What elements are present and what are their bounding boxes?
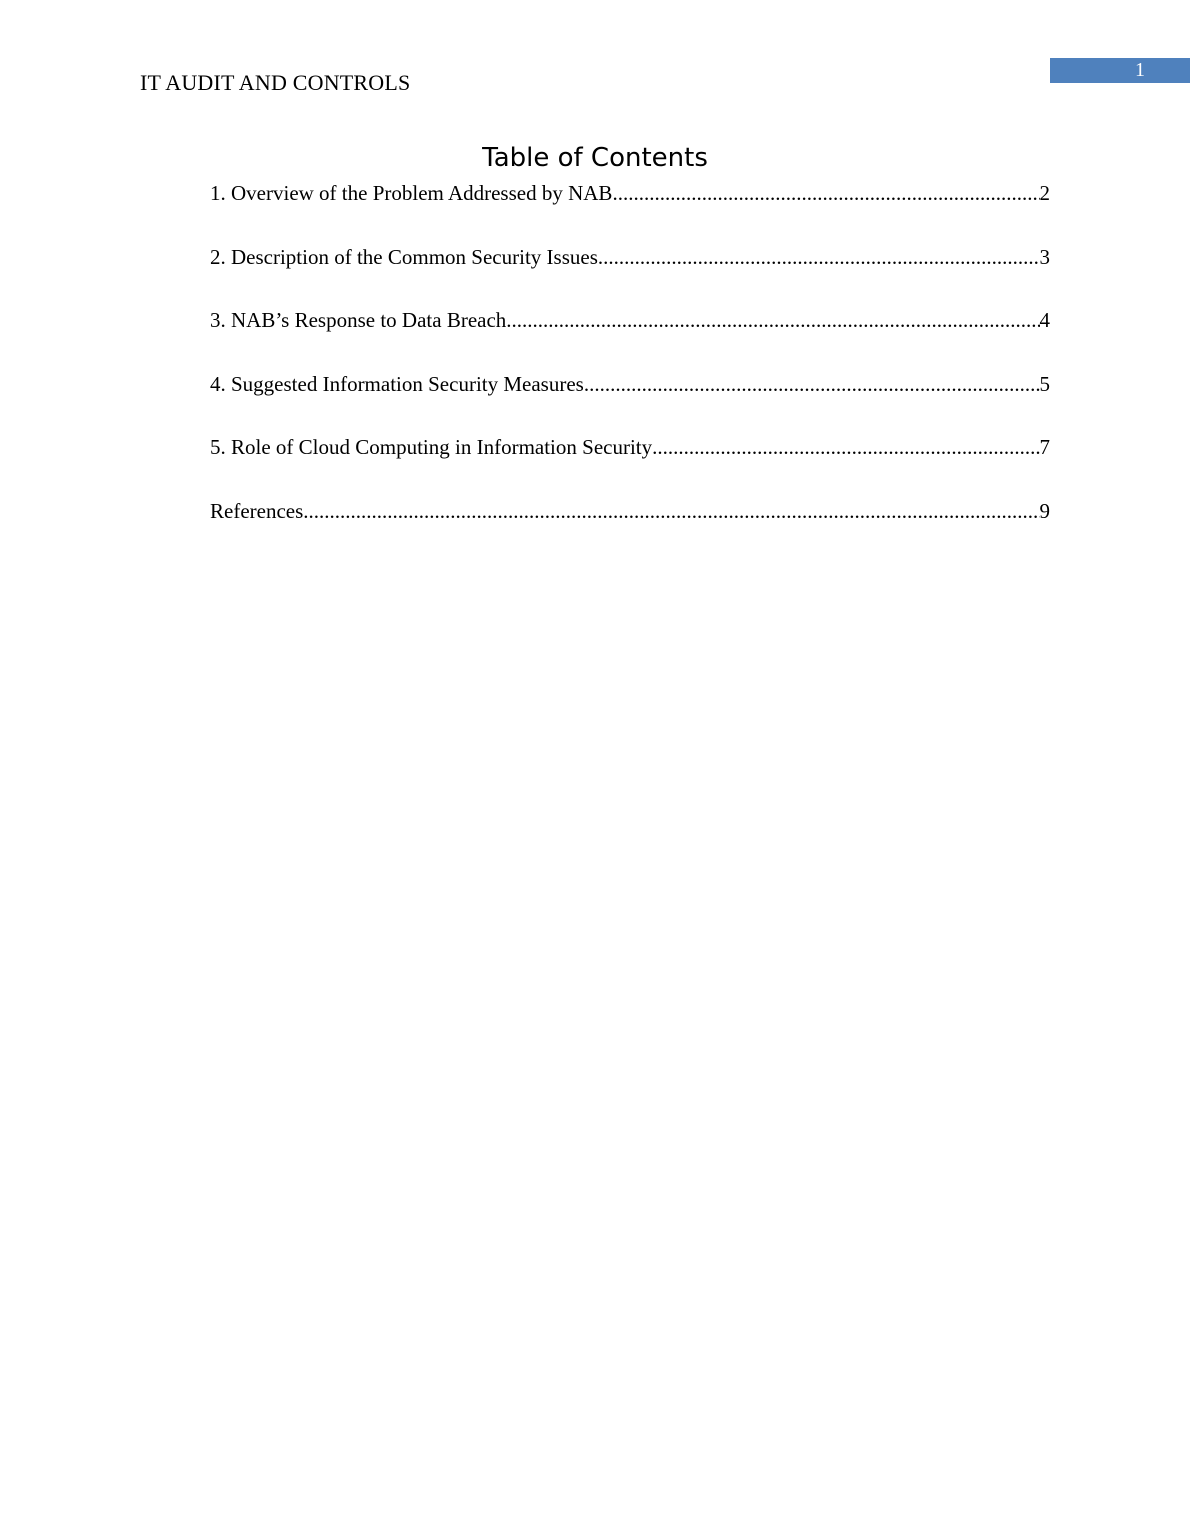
toc-dot-leader <box>506 305 1039 335</box>
page-number: 1 <box>1135 59 1145 81</box>
toc-entry[interactable] <box>210 178 1050 242</box>
toc-entry-page: 3 <box>1039 244 1050 269</box>
toc-entry-label: 3. NAB’s Response to Data Breach <box>210 308 507 333</box>
toc-entry-label: References <box>210 498 304 523</box>
toc-entry-label: 5. Role of Cloud Computing in Information Security <box>210 435 653 460</box>
toc-dot-leader <box>303 496 1039 526</box>
toc-entry[interactable] <box>210 496 1050 560</box>
toc-dot-leader <box>584 369 1040 399</box>
toc-entry-page: 7 <box>1039 435 1050 460</box>
toc-entry-label: 1. Overview of the Problem Addressed by NAB <box>210 181 613 205</box>
toc-dot-leader <box>612 178 1039 208</box>
toc-heading: Table of Contents <box>482 143 708 173</box>
toc-entry-label: 2. Description of the Common Security Issues <box>210 244 598 269</box>
running-head: IT AUDIT AND CONTROLS <box>140 70 411 95</box>
toc-entry-page: 5 <box>1039 371 1050 396</box>
toc-entry-page: 9 <box>1039 498 1050 523</box>
table-of-contents <box>210 178 1050 560</box>
toc-dot-leader <box>652 432 1039 462</box>
page-number-badge <box>1050 58 1190 83</box>
toc-entry-label: 4. Suggested Information Security Measures <box>210 371 584 396</box>
toc-entry[interactable] <box>210 432 1050 496</box>
toc-entry-page: 2 <box>1039 181 1050 205</box>
toc-entry[interactable] <box>210 305 1050 369</box>
toc-dot-leader <box>598 242 1040 272</box>
toc-entry[interactable] <box>210 369 1050 433</box>
toc-entry-page: 4 <box>1039 308 1050 333</box>
toc-entry[interactable] <box>210 242 1050 306</box>
